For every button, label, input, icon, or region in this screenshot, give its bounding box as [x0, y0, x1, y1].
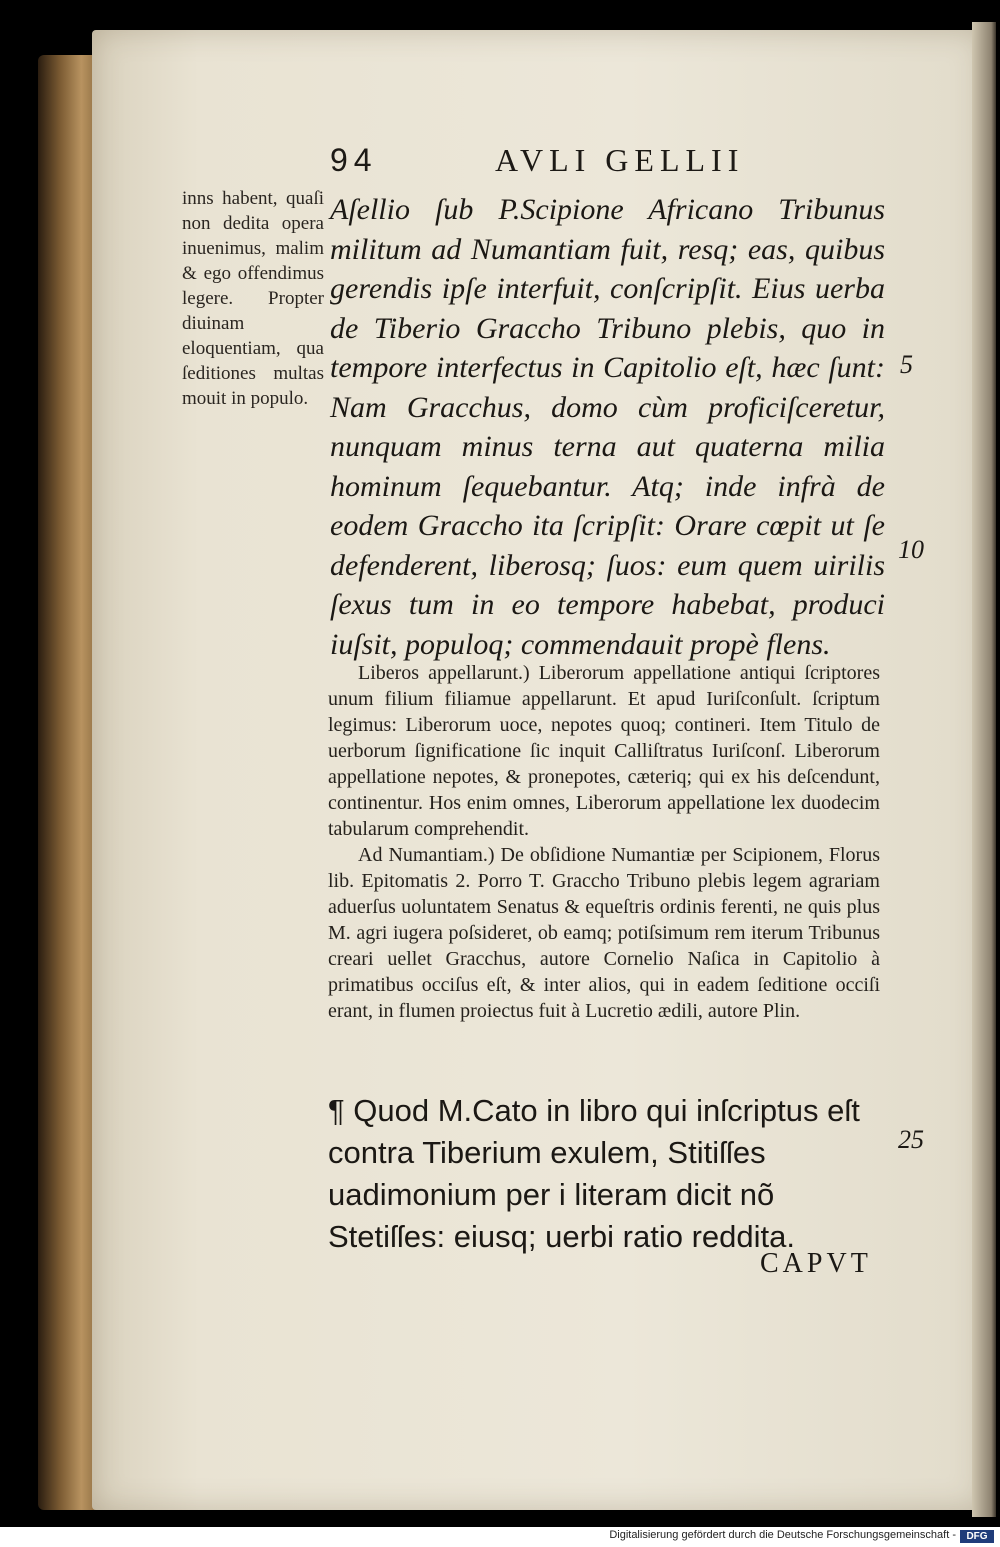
catchword: CAPVT — [760, 1248, 872, 1279]
page-right-edge — [972, 22, 996, 1517]
line-number-10: 10 — [898, 535, 924, 564]
credit-bar — [0, 1527, 1000, 1547]
marginal-note: inns habent, quaſi non dedita opera inuenimus, malim & ego offendimus legere. Propter diuinam eloquentiam, qua ſeditiones multas mouit in populo. — [182, 188, 324, 409]
book-spine-edge — [38, 55, 100, 1510]
folio-number: 94 — [330, 142, 378, 178]
main-text-block: Aſellio ſub P.Scipione Africano Tribunus militum ad Numantiam fuit, resq; eas, quibus gerendis ipſe interfuit, conſcripſit. Eius uerba de Tiberio Graccho Tribuno plebis, quo in tempore interfectus in Capitolio eſt, hæc ſunt: Nam Gracchus, domo cùm proficiſceretur, nunquam minus terna aut quaterna milia hominum ſequebantur. Atq; inde infrà de eodem Graccho ita ſcripſit: Orare cœpit ut ſe defenderent, liberosq; ſuos: eum quem uirilis ſexus tum in eo tempore habebat, produci iuſsit, populoq; commendauit propè flens. — [330, 193, 885, 661]
line-number-25: 25 — [898, 1125, 924, 1154]
commentary-paragraph: Ad Numantiam.) De obſidione Numantiæ per Scipionem, Florus lib. Epitomatis 2. Porro T. Graccho Tribuno plebis legem agrariam aduerſus uoluntatem Senatus & equeſtris ordinis ferenti, ne quis plus M. agri iugera poſsideret, ob eamq; potiſsimum rem iterum Tribunus creari uellet Gracchus, autore Cornelio Naſica in Capitolio à primatibus occiſus eſt, & inter alios, qui in eadem ſeditione occiſi erant, in flumen proiectus fuit à Lucretio ædili, autore Plin. — [328, 844, 880, 1022]
credit-text: Digitalisierung gefördert durch die Deutsche Forschungsgemeinschaft - — [609, 1529, 956, 1541]
chapter-heading: ¶ Quod M.Cato in libro qui inſcriptus eſt contra Tiberium exulem, Stitiſſes uadimonium per i literam dicit nõ Stetiſſes: eiusq; uerbi ratio reddita. — [328, 1093, 860, 1254]
commentary-block — [328, 660, 880, 1024]
running-head: AVLI GELLII — [495, 142, 745, 178]
commentary-paragraph: Liberos appellarunt.) Liberorum appellatione antiqui ſcriptores unum filium filiamue appellarunt. Et apud Iuriſconſult. ſcriptum legimus: Liberorum uoce, nepotes quoq; contineri. Item Titulo de uerborum ſignificatione ſic inquit Calliſtratus Iuriſconſ. Liberorum appellatione nepotes, & pronepotes, cæteriq; qui ex his deſcendunt, continentur. Hos enim omnes, Liberorum appellatione lex duodecim tabularum comprehendit. — [328, 662, 880, 840]
dfg-logo: DFG — [960, 1530, 994, 1543]
line-number-5: 5 — [900, 350, 913, 379]
